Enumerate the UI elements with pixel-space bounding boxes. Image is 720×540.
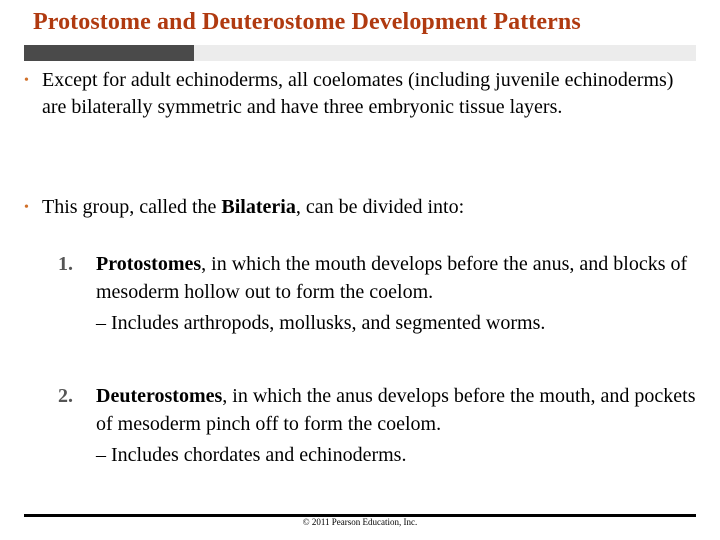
bullet-item [24, 67, 684, 157]
bilateria-term: Bilateria [221, 196, 296, 218]
item-body [96, 250, 696, 337]
copyright-notice: © 2011 Pearson Education, Inc. [302, 517, 418, 527]
bullet-text [42, 194, 684, 221]
numbered-item-deuterostomes [58, 382, 698, 512]
protostomes-term: Protostomes [96, 253, 202, 275]
item-text: , in which the anus develops before the mouth, and pockets of mesoderm pinch off to form the coelom. [96, 385, 696, 435]
item-text: , in which the mouth develops before the anus, and blocks of mesoderm hollow out to form the coelom. [96, 253, 688, 303]
bullet-text-after: , can be divided into: [295, 196, 465, 218]
title-bar-dark-segment [24, 45, 194, 61]
bullet-item [24, 194, 684, 224]
item-body [96, 382, 696, 469]
slide-title: Protostome and Deuterostome Development Patterns [33, 9, 581, 35]
bullet-text-before: This group, called the [42, 196, 222, 218]
numbered-item-protostomes [58, 250, 698, 350]
bullet-text: Except for adult echinoderms, all coelomates (including juvenile echinoderms) are bilaterally symmetric and have three embryonic tissue layers. [42, 69, 674, 118]
item-subpoint: – Includes chordates and echinoderms. [96, 444, 407, 466]
deuterostomes-term: Deuterostomes [96, 385, 223, 407]
bullet-icon: • [24, 73, 29, 88]
title-underline-bar [24, 45, 696, 61]
item-number: 1. [58, 253, 73, 275]
item-subpoint: – Includes arthropods, mollusks, and segmented worms. [96, 312, 546, 334]
bullet-icon: • [24, 200, 29, 215]
item-number: 2. [58, 385, 73, 407]
title-bar-light-segment [194, 45, 696, 61]
